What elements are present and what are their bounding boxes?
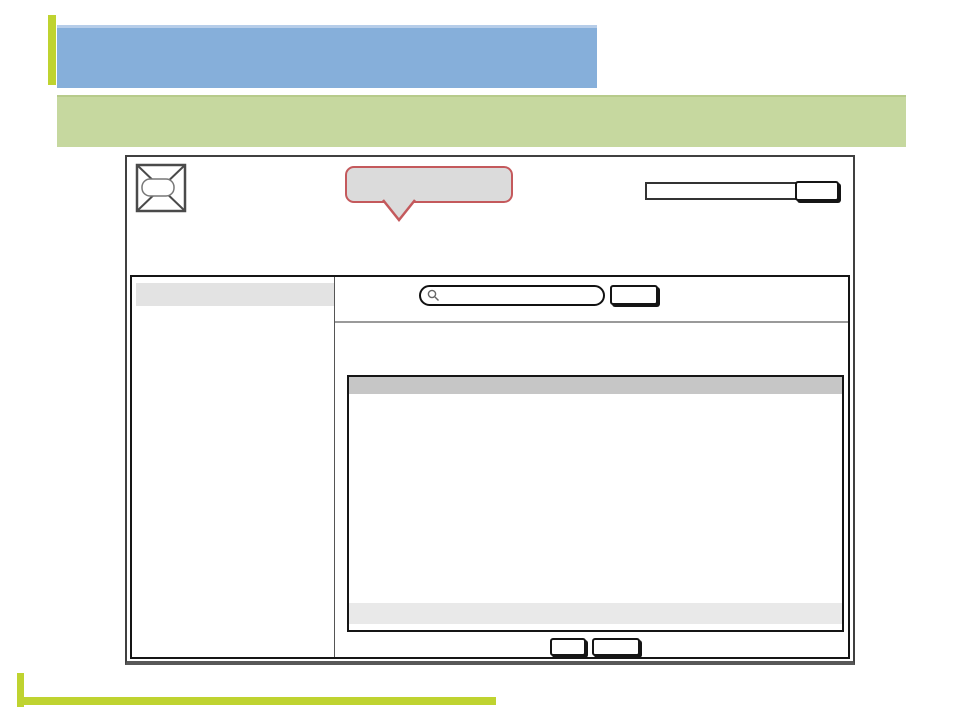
table-footer-strip xyxy=(349,603,842,624)
asset-search-box[interactable] xyxy=(419,285,605,306)
search-icon xyxy=(427,289,440,302)
table-header-row xyxy=(349,377,842,394)
asset-search-input[interactable] xyxy=(445,288,589,303)
cancel-button[interactable] xyxy=(592,638,640,656)
header-search-button[interactable] xyxy=(795,181,839,201)
footer-text xyxy=(33,679,37,694)
chapter-panel-header xyxy=(136,283,334,306)
assets-table xyxy=(347,375,844,632)
chapter-panel xyxy=(132,277,335,657)
keyword-search-input[interactable] xyxy=(645,182,797,200)
title-accent-bar xyxy=(48,15,56,85)
sub-tabs xyxy=(133,253,473,275)
title-banner xyxy=(57,25,597,88)
callout-pointer xyxy=(377,199,421,223)
asset-search-button[interactable] xyxy=(610,285,658,305)
note-banner xyxy=(57,95,906,147)
footer-underline-bar xyxy=(24,697,496,705)
footer-accent-bar xyxy=(17,673,24,707)
map-button[interactable] xyxy=(550,638,586,656)
content-box xyxy=(130,275,850,659)
wireframe-window xyxy=(125,155,855,665)
divider xyxy=(335,321,848,323)
page-title xyxy=(57,28,597,41)
logo-image-placeholder xyxy=(135,163,187,213)
callout-bubble xyxy=(345,166,513,203)
results-panel xyxy=(335,277,848,657)
